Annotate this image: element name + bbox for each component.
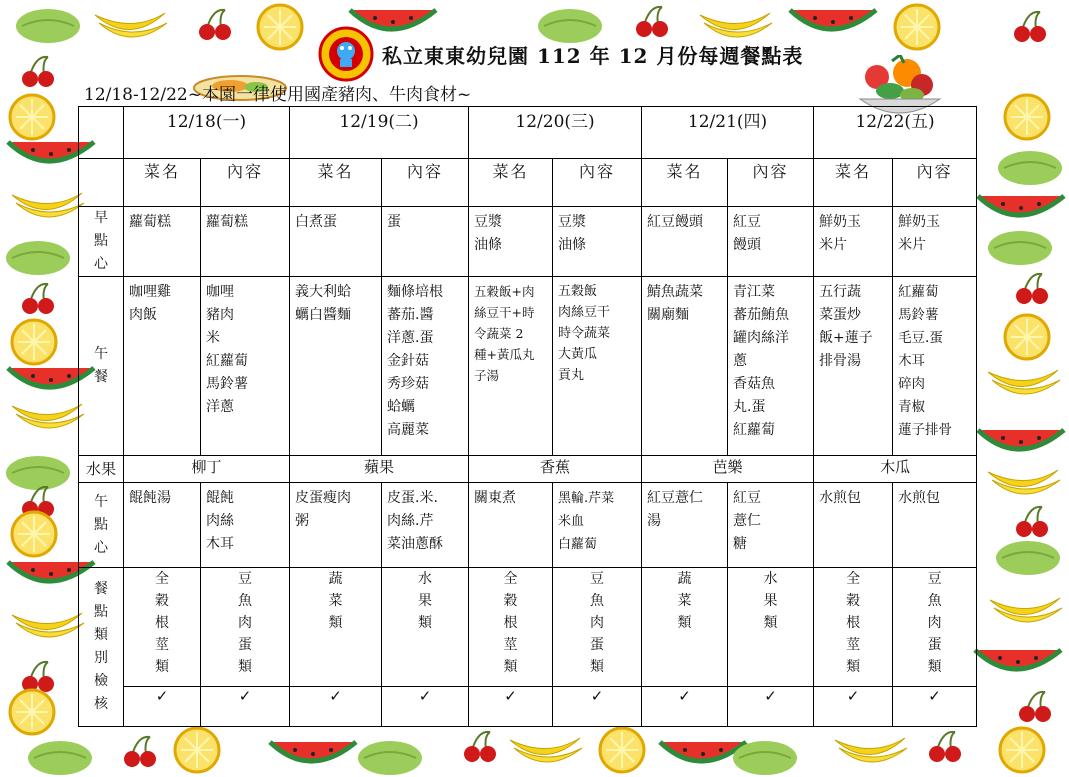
meal-table: [78, 106, 977, 727]
column-header-name: 菜名: [469, 159, 553, 207]
dish-content: 皮蛋.米. 肉絲.芹 菜油蔥酥: [382, 483, 469, 568]
check-row: [79, 687, 977, 727]
check-mark: ✓: [893, 687, 977, 727]
dish-name: 關東煮: [469, 483, 553, 568]
column-header-content: 內容: [893, 159, 977, 207]
check-mark: ✓: [728, 687, 814, 727]
dish-name: 咖哩雞 肉飯: [124, 277, 201, 456]
row-label-snack: 午 點 心: [79, 483, 124, 568]
category-cell: [290, 568, 382, 687]
category-label: 全穀根莖類: [155, 571, 169, 675]
header: [318, 26, 803, 82]
check-mark: ✓: [290, 687, 382, 727]
column-header-name: 菜名: [814, 159, 893, 207]
category-cell: [201, 568, 290, 687]
dish-name: 皮蛋瘦肉 粥: [290, 483, 382, 568]
category-label: 豆魚肉蛋類: [238, 571, 252, 675]
category-cell: [382, 568, 469, 687]
category-label: 全穀根莖類: [503, 571, 518, 675]
category-cell: [814, 568, 893, 687]
category-cell: [642, 568, 728, 687]
dish-name: 餛飩湯: [124, 483, 201, 568]
check-mark: ✓: [814, 687, 893, 727]
column-header-row: [79, 159, 977, 207]
category-cell: [124, 568, 201, 687]
dish-content: 黑輪.芹菜 米血 白蘿蔔: [553, 483, 642, 568]
column-header-name: 菜名: [124, 159, 201, 207]
fruit-row: [79, 456, 977, 483]
dish-content: 咖哩 豬肉 米 紅蘿蔔 馬鈴薯 洋蔥: [201, 277, 290, 456]
column-header-name: 菜名: [642, 159, 728, 207]
category-label: 全穀根莖類: [846, 571, 861, 675]
dish-content: 餛飩 肉絲 木耳: [201, 483, 290, 568]
day-header: 12/19(二): [290, 107, 469, 159]
category-cell: [893, 568, 977, 687]
column-header-name: 菜名: [290, 159, 382, 207]
column-header-content: 內容: [382, 159, 469, 207]
dish-name: 紅豆薏仁 湯: [642, 483, 728, 568]
fruit-cell: 木瓜: [814, 456, 977, 483]
check-mark: ✓: [124, 687, 201, 727]
category-label: 豆魚肉蛋類: [590, 571, 605, 675]
row-label-check: 餐 點 類 別 檢 核: [79, 568, 124, 727]
row-label-breakfast: 早 點 心: [79, 207, 124, 277]
fruit-cell: 芭樂: [642, 456, 814, 483]
check-mark: ✓: [642, 687, 728, 727]
category-cell: [469, 568, 553, 687]
fruit-cell: 香蕉: [469, 456, 642, 483]
column-header-content: 內容: [553, 159, 642, 207]
category-label: 蔬菜類: [328, 571, 343, 631]
dish-name: 鯖魚蔬菜 關廟麵: [642, 277, 728, 456]
dish-content: 五穀飯 肉絲豆干 時令蔬菜 大黃瓜 貢丸: [553, 277, 642, 456]
day-header: 12/21(四): [642, 107, 814, 159]
dish-name: 五行蔬 菜蛋炒 飯+蓮子 排骨湯: [814, 277, 893, 456]
category-row: [79, 568, 977, 687]
fruit-cell: 柳丁: [124, 456, 290, 483]
breakfast-row: [79, 207, 977, 277]
dish-name: 五穀飯+肉 絲豆干+時 令蔬菜 2 種+黃瓜丸 子湯: [469, 277, 553, 456]
corner-cell: [79, 159, 124, 207]
dish-content: 青江菜 蕃茄鮪魚 罐肉絲洋 蔥 香菇魚 丸.蛋 紅蘿蔔: [728, 277, 814, 456]
corner-cell: [79, 107, 124, 159]
column-header-content: 內容: [728, 159, 814, 207]
dish-name: 白煮蛋: [290, 207, 382, 277]
dish-content: 水煎包: [893, 483, 977, 568]
dish-name: 豆漿 油條: [469, 207, 553, 277]
category-cell: [728, 568, 814, 687]
category-label: 水果類: [763, 571, 778, 631]
dish-content: 紅豆 饅頭: [728, 207, 814, 277]
dish-content: 紅豆 薏仁 糖: [728, 483, 814, 568]
check-mark: ✓: [469, 687, 553, 727]
dish-content: 豆漿 油條: [553, 207, 642, 277]
day-header: 12/22(五): [814, 107, 977, 159]
page-subtitle: 12/18-12/22~本園一律使用國產豬肉、牛肉食材~: [84, 85, 472, 105]
lunch-row: [79, 277, 977, 456]
category-label: 蔬菜類: [677, 571, 692, 631]
dish-name: 義大利蛤 蠣白醬麵: [290, 277, 382, 456]
dish-content: 麵條培根 蕃茄.醬 洋蔥.蛋 金針菇 秀珍菇 蛤蠣 高麗菜: [382, 277, 469, 456]
check-mark: ✓: [553, 687, 642, 727]
dish-content: 蛋: [382, 207, 469, 277]
day-header: 12/20(三): [469, 107, 642, 159]
row-label-lunch: 午 餐: [79, 277, 124, 456]
check-mark: ✓: [201, 687, 290, 727]
fruit-cell: 蘋果: [290, 456, 469, 483]
dish-content: 蘿蔔糕: [201, 207, 290, 277]
school-logo: [318, 26, 374, 82]
category-cell: [553, 568, 642, 687]
day-header: 12/18(一): [124, 107, 290, 159]
row-label-fruit: 水果: [79, 456, 124, 483]
category-label: 水果類: [418, 571, 433, 631]
snack-row: [79, 483, 977, 568]
dish-name: 紅豆饅頭: [642, 207, 728, 277]
check-mark: ✓: [382, 687, 469, 727]
day-header-row: [79, 107, 977, 159]
dish-content: 紅蘿蔔 馬鈴薯 毛豆.蛋 木耳 碎肉 青椒 蓮子排骨: [893, 277, 977, 456]
dish-name: 水煎包: [814, 483, 893, 568]
dish-name: 鮮奶玉 米片: [814, 207, 893, 277]
dish-content: 鮮奶玉 米片: [893, 207, 977, 277]
page-title: 私立東東幼兒園 112 年 12 月份每週餐點表: [382, 43, 804, 68]
column-header-content: 內容: [201, 159, 290, 207]
dish-name: 蘿蔔糕: [124, 207, 201, 277]
category-label: 豆魚肉蛋類: [927, 571, 942, 675]
